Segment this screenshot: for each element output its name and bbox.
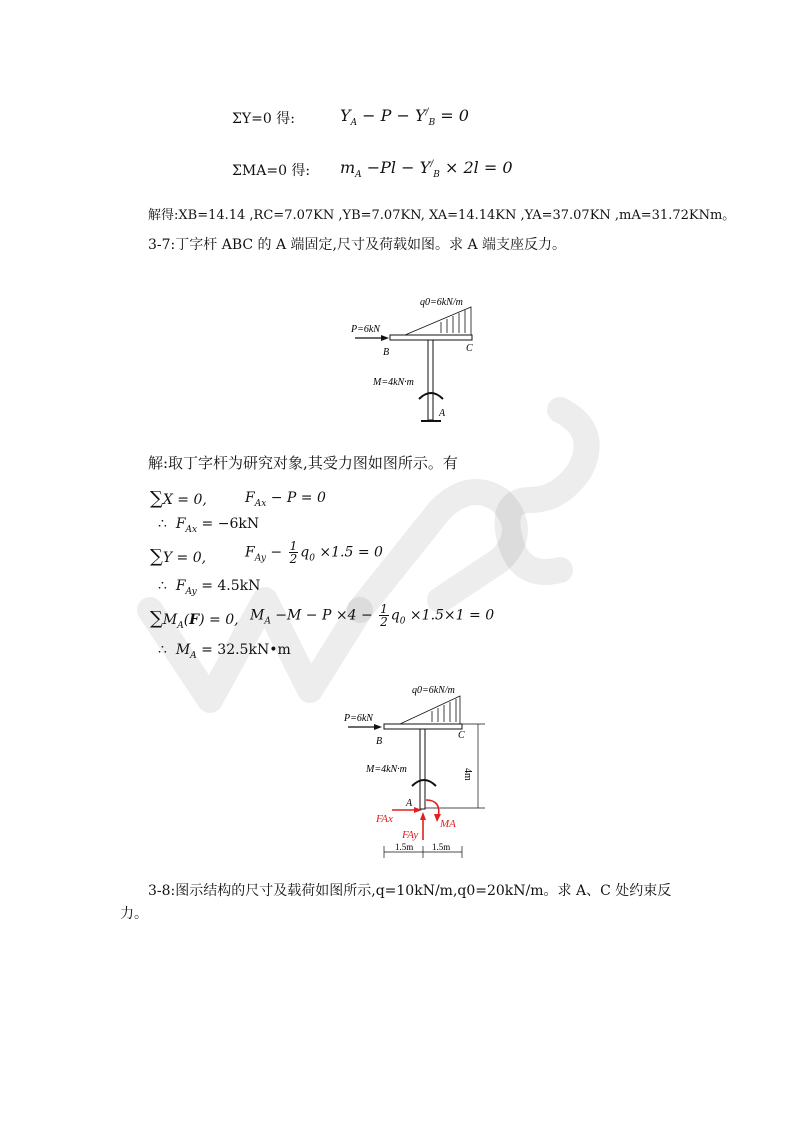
fig2-fax-label: FAx [376,813,393,825]
fig2-c-label: C [458,730,465,741]
sum-y-equation: $Y_A - P - Y^/_B = 0$ [340,106,469,129]
eq-sum-x: ∑X = 0, [150,488,207,509]
eq-sum-y: ∑Y = 0, [150,546,207,567]
fig1-c-label: C [466,343,473,354]
solution-intro: 解:取丁字杆为研究对象,其受力图如图所示。有 [148,454,458,472]
result-fax: ∴ $F_{Ax} = -6kN$ [158,516,260,535]
fig2-m-label: M=4kN·m [366,764,407,775]
fig1-m-label: M=4kN·m [373,377,414,388]
fig2-p-label: P=6kN [344,713,373,724]
figure-1-t-bar [345,295,495,425]
sum-y-label: ΣY=0 得: [232,111,295,127]
fig1-b-label: B [383,347,390,358]
eq-sum-ma: $\sum M_A(F) = 0$, [150,608,239,631]
eq-fax-p: $F_{Ax} - P = 0$ [245,490,326,509]
result-fay: ∴ $F_{Ay} = 4.5kN$ [158,578,261,597]
fig1-p-label: P=6kN [351,324,380,335]
eq-ma-moment: $M_A -M - P \times 4$ − $\frac{1}{2}$ $q_0 \times 1.5\times 1 = 0$ [250,602,495,629]
sum-m-equation: $m_A -Pl - Y^/_B \times 2l = 0$ [340,158,513,181]
problem-3-8-line2: 力。 [120,906,148,922]
previous-solution: 解得:XB=14.14 ,RC=7.07KN ,YB=7.07KN, XA=14.14KN ,YA=37.07KN ,mA=31.72KNm。 [148,208,736,223]
eq-fay-q: $F_{Ay}$ − $\frac{1}{2}$ $q_0 \times 1.5 = 0$ [245,539,383,566]
fig1-q0-label: q0=6kN/m [420,297,463,308]
fig2-a-label: A [406,798,413,809]
figure-2-free-body [340,682,500,864]
fig2-dim-vertical: 4m [462,768,473,781]
problem-3-7: 3-7:丁字杆 ABC 的 A 端固定,尺寸及荷载如图。求 A 端支座反力。 [148,237,567,253]
fig2-dim-left: 1.5m [395,842,414,852]
fig1-a-label: A [439,408,446,419]
fig2-fay-label: FAy [402,829,419,841]
fig2-ma-label: MA [440,818,456,830]
fig2-dim-right: 1.5m [432,842,451,852]
sum-m-label: ΣMA=0 得: [232,163,311,179]
problem-3-8-line1: 3-8:图示结构的尺寸及载荷如图所示,q=10kN/m,q0=20kN/m。求 A、C 处约束反 [148,883,672,899]
fig2-b-label: B [376,736,383,747]
fig2-q0-label: q0=6kN/m [412,685,455,696]
result-ma: ∴ $M_A$ = 32.5kN•m [158,642,291,661]
